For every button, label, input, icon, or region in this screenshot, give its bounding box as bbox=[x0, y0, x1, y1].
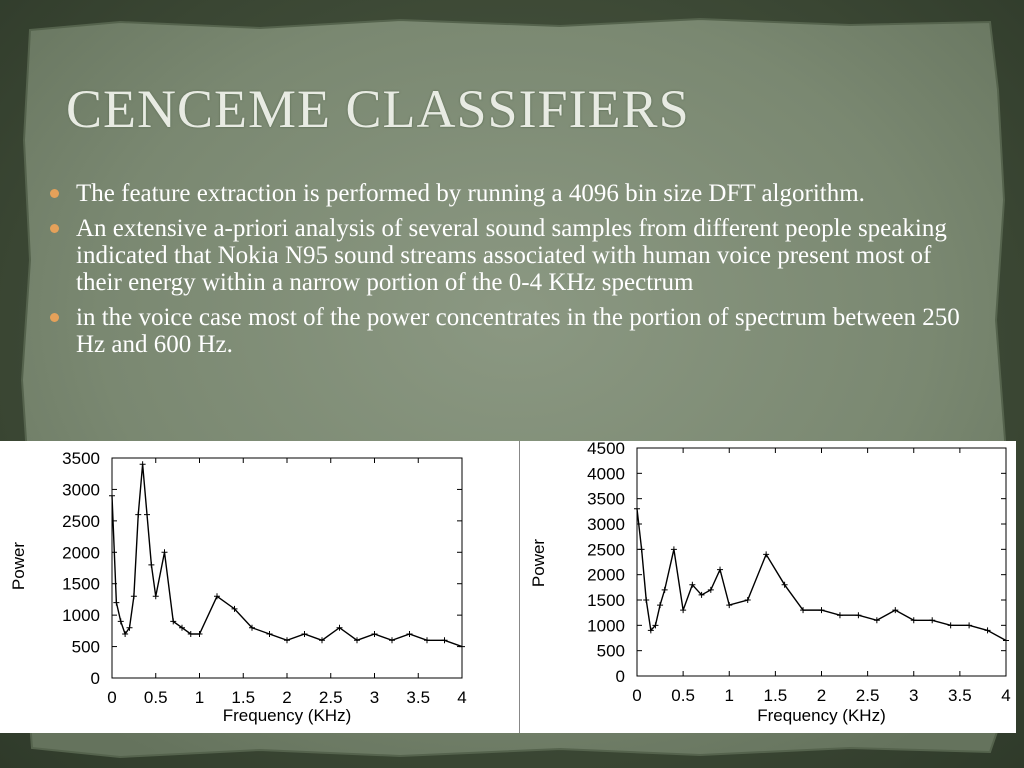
data-point bbox=[819, 607, 825, 613]
data-point bbox=[639, 546, 645, 552]
y-axis-label: Power bbox=[9, 541, 28, 591]
x-axis-label: Frequency (KHz) bbox=[757, 706, 886, 725]
chart-panel-right bbox=[519, 441, 1017, 733]
bullet-dot-icon bbox=[50, 189, 59, 198]
x-tick-label: 1.5 bbox=[231, 688, 256, 707]
y-axis-label: Power bbox=[529, 538, 548, 588]
y-tick-label: 500 bbox=[596, 641, 625, 661]
data-point bbox=[874, 617, 880, 623]
data-point bbox=[407, 631, 413, 637]
y-tick-label: 2000 bbox=[62, 543, 100, 563]
y-tick-label: 4000 bbox=[587, 464, 625, 484]
data-point bbox=[140, 461, 146, 467]
power-spectrum-chart-left bbox=[0, 441, 518, 733]
x-tick-label: 1 bbox=[724, 686, 734, 705]
data-point bbox=[763, 551, 769, 557]
data-point bbox=[389, 637, 395, 643]
data-point bbox=[855, 612, 861, 618]
x-tick-label: 0 bbox=[632, 686, 642, 705]
x-tick-label: 4 bbox=[1001, 686, 1011, 705]
data-point bbox=[197, 631, 203, 637]
data-point bbox=[153, 593, 159, 599]
data-point bbox=[284, 637, 290, 643]
power-spectrum-chart-right bbox=[520, 441, 1017, 733]
data-point bbox=[372, 631, 378, 637]
bullet-text: in the voice case most of the power concentrates in the portion of spectrum between 250 Hz and 600 Hz. bbox=[76, 304, 960, 358]
x-tick-label: 0.5 bbox=[143, 688, 168, 707]
data-point bbox=[162, 549, 168, 555]
y-tick-label: 2500 bbox=[62, 511, 100, 531]
data-point bbox=[302, 631, 308, 637]
bullet-item bbox=[50, 215, 980, 296]
x-tick-label: 1 bbox=[194, 688, 205, 707]
data-point bbox=[135, 512, 141, 518]
y-tick-label: 500 bbox=[71, 637, 100, 657]
data-point bbox=[671, 546, 677, 552]
data-point bbox=[148, 562, 154, 568]
bullet-text: An extensive a-priori analysis of several sound samples from different people speaking indicated that Nokia N95 sound streams associated with human voice present most of their energy within a narrow portion of the 0-4 KHz spectrum bbox=[76, 215, 947, 296]
chart-panel-left bbox=[0, 441, 518, 733]
bullet-dot-icon bbox=[50, 224, 59, 233]
data-point bbox=[929, 617, 935, 623]
data-point bbox=[442, 637, 448, 643]
data-point bbox=[113, 600, 119, 606]
bullet-text: The feature extraction is performed by running a 4096 bin size DFT algorithm. bbox=[76, 180, 865, 207]
plot-frame bbox=[637, 448, 1006, 676]
x-tick-label: 2.5 bbox=[855, 686, 880, 705]
data-point bbox=[267, 631, 273, 637]
x-tick-label: 3.5 bbox=[406, 688, 431, 707]
x-tick-label: 3 bbox=[369, 688, 380, 707]
y-tick-label: 3000 bbox=[62, 480, 100, 500]
data-point bbox=[643, 597, 649, 603]
x-tick-label: 0.5 bbox=[671, 686, 695, 705]
bullet-item bbox=[50, 180, 980, 207]
y-tick-label: 1000 bbox=[62, 606, 100, 626]
data-point bbox=[144, 512, 150, 518]
bullet-item bbox=[50, 304, 980, 358]
x-axis-label: Frequency (KHz) bbox=[222, 706, 352, 725]
series-line bbox=[112, 464, 462, 646]
y-tick-label: 0 bbox=[615, 667, 625, 686]
y-tick-label: 1500 bbox=[587, 591, 625, 610]
data-point bbox=[459, 644, 465, 650]
data-point bbox=[948, 622, 954, 628]
y-tick-label: 3500 bbox=[62, 449, 100, 468]
data-point bbox=[745, 597, 751, 603]
series-line bbox=[637, 509, 1006, 641]
x-tick-label: 2 bbox=[282, 688, 292, 707]
data-point bbox=[662, 587, 668, 593]
charts-area bbox=[0, 441, 1016, 733]
y-tick-label: 1500 bbox=[62, 574, 100, 594]
x-tick-label: 4 bbox=[457, 688, 467, 707]
data-point bbox=[634, 506, 640, 512]
data-point bbox=[892, 607, 898, 613]
data-point bbox=[131, 593, 137, 599]
y-tick-label: 0 bbox=[90, 669, 100, 688]
y-tick-label: 1000 bbox=[587, 616, 625, 636]
data-point bbox=[966, 622, 972, 628]
data-point bbox=[717, 567, 723, 573]
data-point bbox=[657, 602, 663, 608]
data-point bbox=[837, 612, 843, 618]
x-tick-label: 2 bbox=[816, 686, 827, 705]
data-point bbox=[1003, 638, 1009, 644]
data-point bbox=[109, 493, 115, 499]
y-tick-label: 3500 bbox=[587, 489, 625, 509]
data-point bbox=[680, 607, 686, 613]
x-tick-label: 0 bbox=[107, 688, 117, 707]
y-tick-label: 3000 bbox=[587, 515, 625, 534]
plot-frame bbox=[112, 458, 462, 678]
y-tick-label: 2000 bbox=[587, 565, 625, 585]
x-tick-label: 1.5 bbox=[763, 686, 788, 705]
data-point bbox=[424, 637, 430, 643]
data-point bbox=[911, 617, 917, 623]
x-tick-label: 3 bbox=[909, 686, 919, 705]
data-point bbox=[985, 627, 991, 633]
data-point bbox=[118, 618, 124, 624]
slide-title: CENCEME CLASSIFIERS bbox=[66, 79, 690, 139]
data-point bbox=[726, 602, 732, 608]
bullet-list bbox=[50, 180, 980, 366]
y-tick-label: 4500 bbox=[587, 441, 625, 458]
bullet-dot-icon bbox=[50, 313, 59, 322]
x-tick-label: 2.5 bbox=[318, 688, 343, 707]
y-tick-label: 2500 bbox=[587, 540, 625, 560]
data-point bbox=[708, 587, 714, 593]
x-tick-label: 3.5 bbox=[948, 686, 972, 705]
